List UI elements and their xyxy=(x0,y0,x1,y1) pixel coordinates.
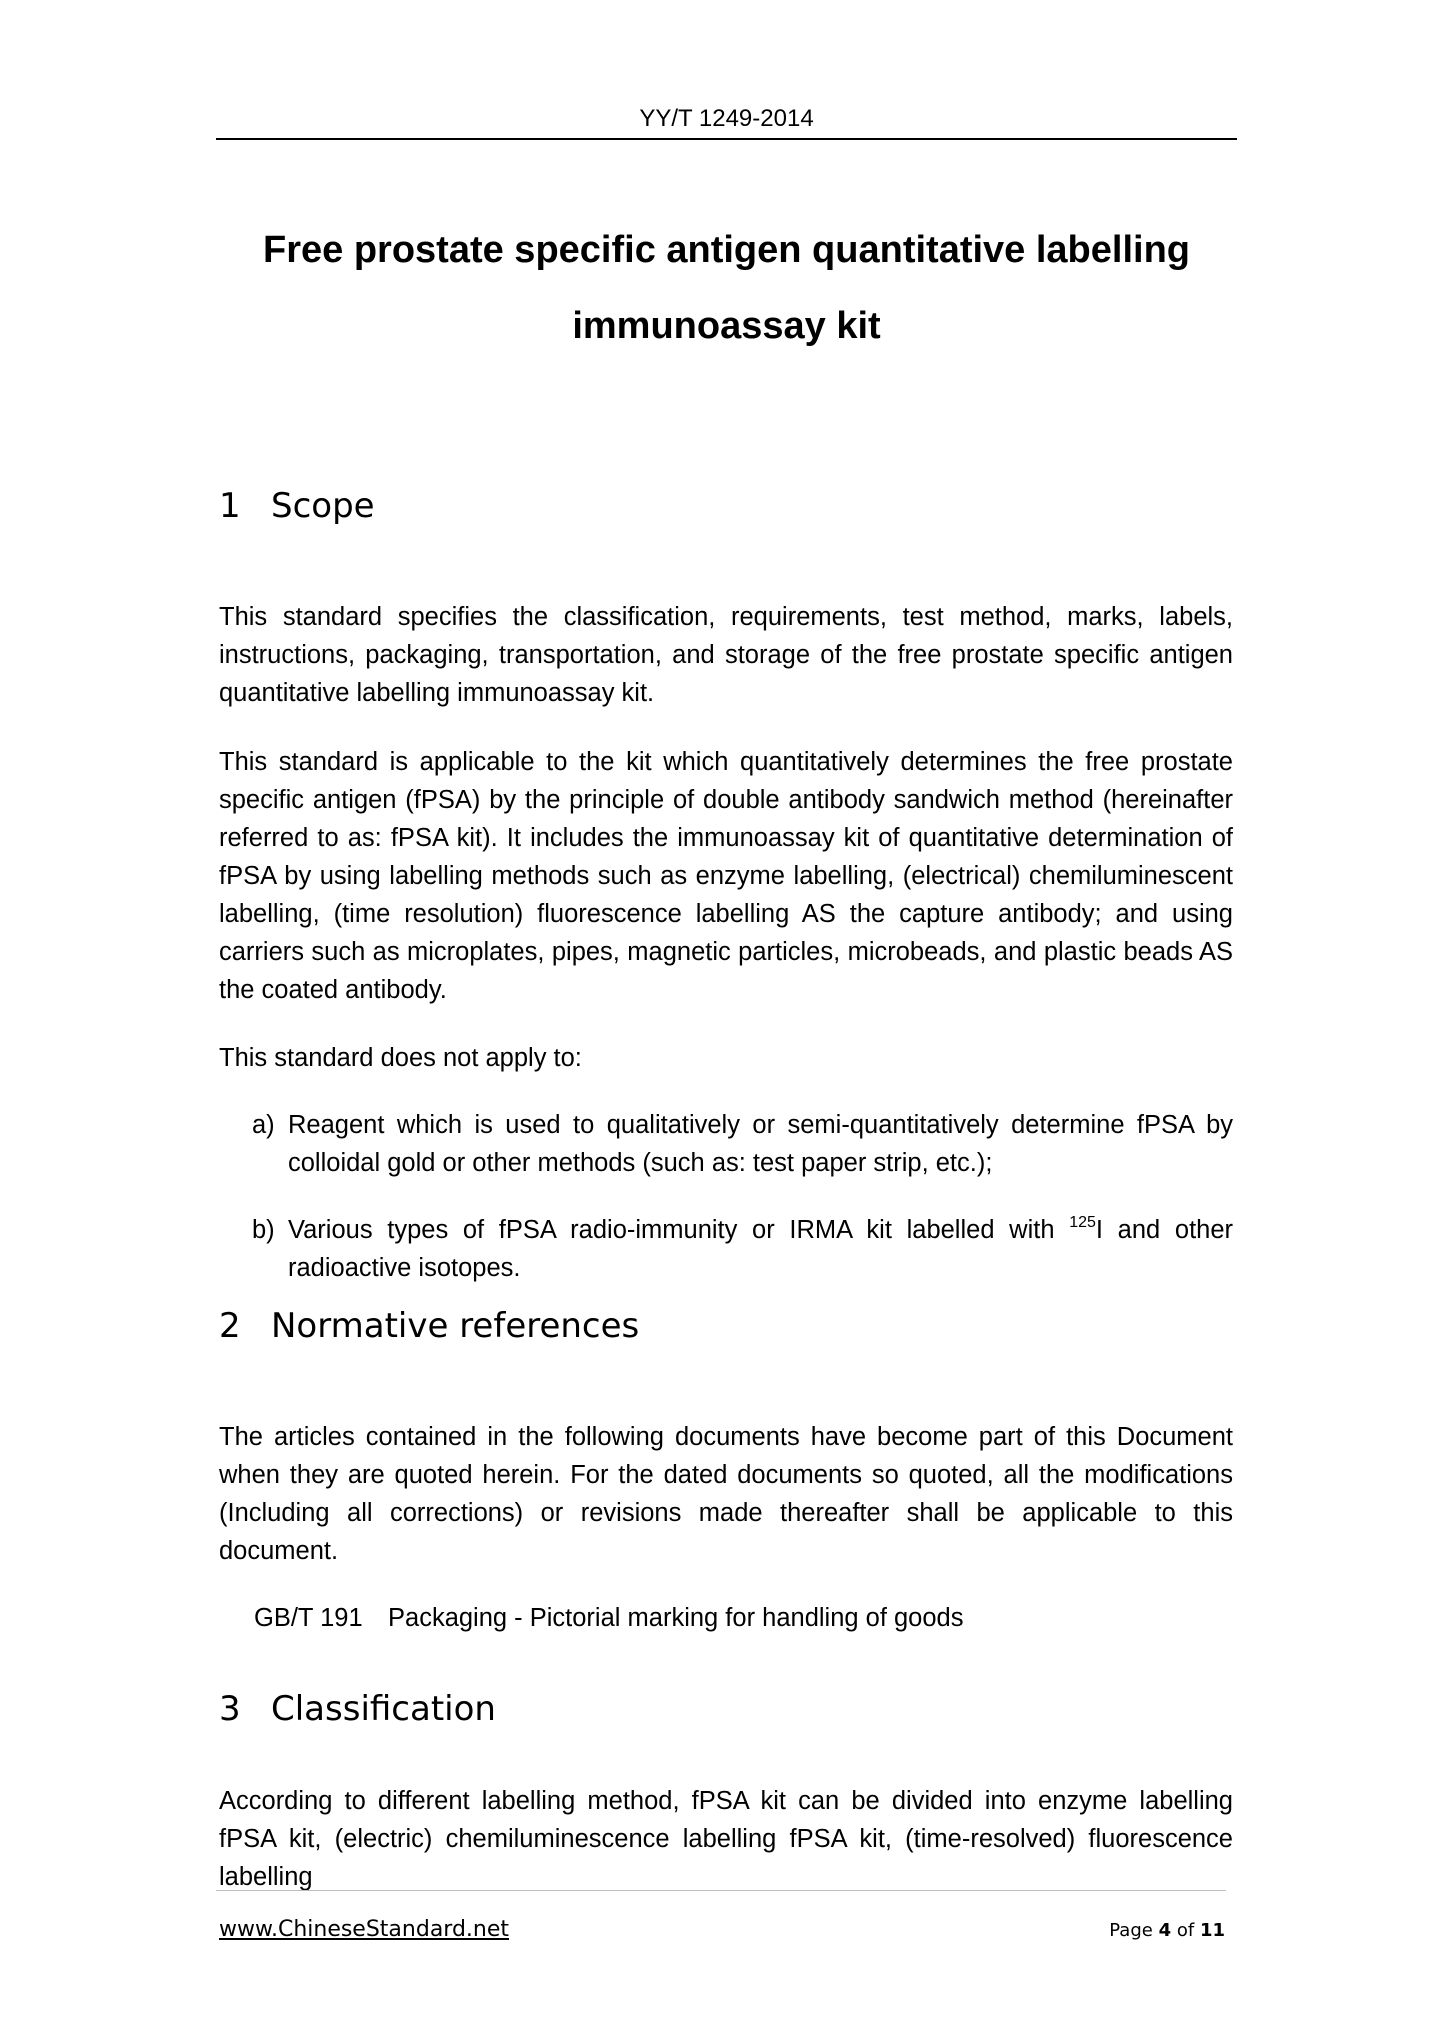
section-title: Classification xyxy=(271,1689,496,1729)
classification-paragraph-1: According to different labelling method, fPSA kit can be divided into enzyme labelling fPSA kit, (electric) chemiluminescence labelling fPSA kit, (time-resolved) fluorescence labelling xyxy=(219,1787,1233,1891)
scope-paragraph-2: This standard is applicable to the kit which quantitatively determines the free prostate specific antigen (fPSA) by the principle of double antibody sandwich method (hereinafter referred to as: fPSA kit). It includes the immunoassay kit of quantitative determination of fPSA by using labelling methods such as enzyme labelling, (electrical) chemiluminescent labelling, (time resolution) fluorescence labelling AS the capture antibody; and using carriers such as microplates, pipes, magnetic particles, microbeads, and plastic beads AS the coated antibody. xyxy=(219,748,1233,1004)
standard-code-header: YY/T 1249-2014 xyxy=(639,105,814,132)
list-item-text-after: I and other radioactive isotopes. xyxy=(288,1216,1234,1282)
section-number: 3 xyxy=(219,1689,241,1729)
list-item-text xyxy=(288,1211,1233,1287)
section-heading-normative-references xyxy=(219,1304,639,1348)
section-heading-scope xyxy=(219,484,375,528)
scope-paragraph-3: This standard does not apply to: xyxy=(219,1044,582,1072)
exclusion-item-a xyxy=(252,1106,1233,1182)
section-number: 1 xyxy=(219,486,241,526)
section-title: Scope xyxy=(271,486,375,526)
reference-entry xyxy=(254,1599,963,1637)
current-page-number: 4 xyxy=(1158,1920,1172,1941)
reference-code: GB/T 191 xyxy=(254,1604,363,1632)
list-marker: b) xyxy=(252,1216,275,1244)
document-title xyxy=(216,212,1237,364)
section-title: Normative references xyxy=(271,1306,640,1346)
section-heading-classification xyxy=(219,1687,496,1731)
footer-divider xyxy=(216,1890,1226,1891)
exclusion-item-b xyxy=(252,1211,1233,1287)
list-item-text: Reagent which is used to qualitatively or semi-quantitatively determine fPSA by colloidal gold or other methods (such as: test paper strip, etc.); xyxy=(288,1111,1233,1177)
page-indicator xyxy=(1109,1917,1225,1945)
page-of-label: of xyxy=(1176,1920,1195,1941)
normative-paragraph-1: The articles contained in the following documents have become part of this Document when they are quoted herein. For the dated documents so quoted, all the modifications (Including all corrections) or revisions made thereafter shall be applicable to this document. xyxy=(219,1423,1233,1565)
total-page-number: 11 xyxy=(1199,1920,1225,1941)
header-divider xyxy=(216,138,1237,140)
list-item-text-before: Various types of fPSA radio-immunity or IRMA kit labelled with xyxy=(288,1216,1070,1244)
section-number: 2 xyxy=(219,1306,241,1346)
reference-title: Packaging - Pictorial marking for handling of goods xyxy=(388,1604,964,1632)
page-label: Page xyxy=(1109,1920,1153,1941)
scope-paragraph-1: This standard specifies the classification, requirements, test method, marks, labels, instructions, packaging, transportation, and storage of the free prostate specific antigen quantitative labelling immunoassay kit. xyxy=(219,603,1233,707)
website-link[interactable]: www.ChineseStandard.net xyxy=(219,1917,510,1942)
isotope-superscript: 125 xyxy=(1069,1214,1096,1231)
document-title-line-1: Free prostate specific antigen quantitative labelling xyxy=(263,229,1190,271)
list-marker: a) xyxy=(252,1111,275,1139)
document-title-line-2: immunoassay kit xyxy=(572,305,881,347)
